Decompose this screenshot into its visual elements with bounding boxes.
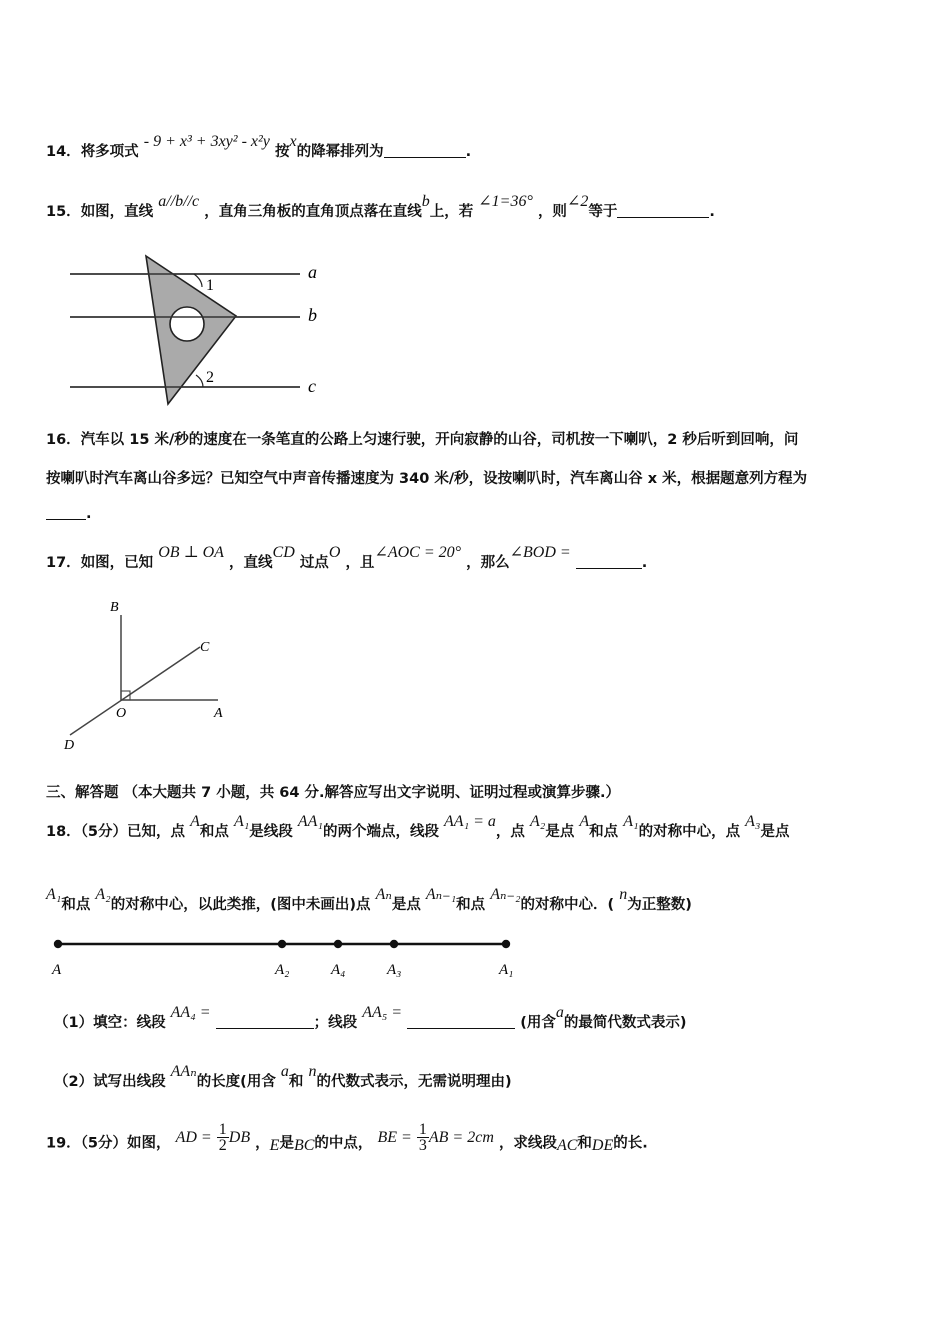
question-16-line-2: 按喇叭时汽车离山谷多远？已知空气中声音传播速度为 340 米/秒，设按喇叭时，汽车离山谷 x 米，根据题意列方程为 <box>46 471 808 487</box>
answer-blank-16[interactable] <box>46 505 86 520</box>
angle-1-arc <box>194 274 202 287</box>
angle-1-label: 1 <box>206 277 214 294</box>
angle-2-label: 2 <box>206 369 214 386</box>
question-17: 17．如图，已知 OB ⊥ OA ，直线CD 过点O ，且∠AOC = 20° ，那么∠BOD = . <box>46 544 648 571</box>
label-D: D <box>64 738 75 753</box>
question-14: 14．将多项式 - 9 + x³ + 3xy² - x²y 按x的降幂排列为 . <box>46 133 472 160</box>
label-B: B <box>110 600 119 615</box>
point-A4 <box>334 940 342 948</box>
question-18-part-1: （1）填空：线段 AA₄ = ；线段 AA₅ = (用含a的最简代数式表示) <box>54 1004 687 1031</box>
question-16-line-3: . <box>46 505 92 522</box>
label-A4: A₄ <box>331 962 346 978</box>
label-A1: A₁ <box>499 962 514 978</box>
figure-parallel-lines-triangle <box>66 250 336 410</box>
figure-angle-aoc <box>58 595 248 755</box>
fraction-one-half: $\frac{1}{2}$ <box>218 1121 227 1154</box>
label-a: a <box>308 262 317 282</box>
label-c: c <box>308 376 316 396</box>
fraction-one-third: $\frac{1}{3}$ <box>418 1121 427 1154</box>
point-A2 <box>278 940 286 948</box>
angle-2-arc <box>196 375 203 387</box>
question-15: 15．如图，直线 a//b//c ，直角三角板的直角顶点落在直线b上，若 ∠1=36° ，则∠2等于 . <box>46 193 715 220</box>
question-19: 19．（5分）如图， AD = $\frac{1}{2}$ DB ，E是BC的中点， BE = $\frac{1}{3}$ AB = 2cm ，求线段AC和DE的长. <box>46 1121 648 1154</box>
answer-blank-15[interactable] <box>617 203 709 218</box>
label-b: b <box>308 305 317 325</box>
question-18-row-1: 18．（5分）已知，点 A和点 A₁是线段 AA₁的两个端点，线段 AA₁ = a，点 A₂是点 A和点 A₁的对称中心，点 A₃是点 <box>46 813 790 840</box>
answer-blank-18-aa5[interactable] <box>407 1014 515 1029</box>
answer-blank-17[interactable] <box>576 554 642 569</box>
label-C: C <box>200 640 210 655</box>
label-A3: A₃ <box>387 962 402 978</box>
label-O: O <box>116 706 127 721</box>
section-3-heading: 三、解答题 （本大题共 7 小题，共 64 分.解答应写出文字说明、证明过程或演算步骤.） <box>46 785 621 801</box>
line-cd <box>70 647 200 735</box>
triangle-hole <box>170 307 204 341</box>
answer-blank-18-aa4[interactable] <box>216 1014 314 1029</box>
answer-blank-14[interactable] <box>384 143 466 158</box>
label-A2: A₂ <box>275 962 290 978</box>
polynomial-expression: - 9 + x³ + 3xy² - x²y <box>143 133 270 150</box>
label-A: A <box>52 962 62 978</box>
question-16-line-1: 16．汽车以 15 米/秒的速度在一条笔直的公路上匀速行驶，开向寂静的山谷，司机按一下喇叭，2 秒后听到回响，问 <box>46 432 799 448</box>
figure-segment-points <box>46 930 526 980</box>
question-18-row-2: A₁和点 A₂的对称中心，以此类推，(图中未画出)点 Aₙ是点 Aₙ₋₁和点 Aₙ₋₂的对称中心．( n为正整数) <box>46 886 692 913</box>
question-18-part-2: （2）试写出线段 AAₙ的长度(用含 a和 n的代数式表示，无需说明理由) <box>54 1063 512 1090</box>
point-A3 <box>390 940 398 948</box>
point-A1 <box>502 940 510 948</box>
label-A: A <box>214 706 223 721</box>
point-A <box>54 940 62 948</box>
